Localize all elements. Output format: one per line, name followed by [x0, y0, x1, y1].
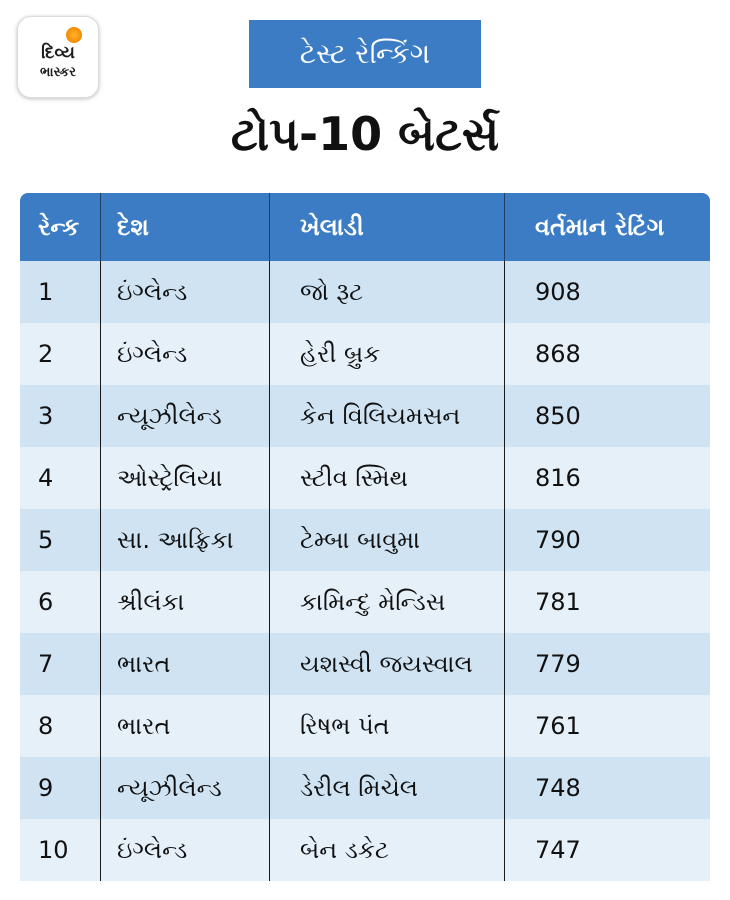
logo-line-1: દિવ્ય — [41, 43, 75, 63]
cell-country: ઇંગ્લેન્ડ — [101, 323, 270, 385]
table-row — [20, 571, 710, 633]
table-row — [20, 633, 710, 695]
cell-rating: 908 — [535, 278, 581, 306]
cell-player: જો રૂટ — [270, 261, 505, 323]
table-header — [20, 193, 710, 261]
cell-player: યશસ્વી જયસ્વાલ — [270, 633, 505, 695]
header-rank: રેન્ક — [20, 193, 101, 261]
table-row — [20, 819, 710, 881]
cell-country: ઓસ્ટ્રેલિયા — [101, 447, 270, 509]
table-row — [20, 509, 710, 571]
cell-country: સા. આફ્રિકા — [101, 509, 270, 571]
cell-country: ઇંગ્લેન્ડ — [101, 261, 270, 323]
cell-rating: 850 — [535, 402, 581, 430]
header-country: દેશ — [101, 193, 270, 261]
cell-rank: 7 — [20, 633, 101, 695]
cell-player: કામિન્દુ મેન્ડિસ — [270, 571, 505, 633]
ranking-table — [20, 193, 710, 881]
page-title: ટોપ-10 બેટર્સ — [230, 107, 500, 161]
section-badge: ટેસ્ટ રેન્કિંગ — [249, 20, 481, 88]
cell-rank: 3 — [20, 385, 101, 447]
header-player: ખેલાડી — [270, 193, 505, 261]
cell-country: ન્યૂઝીલેન્ડ — [101, 757, 270, 819]
table-row — [20, 385, 710, 447]
cell-country: શ્રીલંકા — [101, 571, 270, 633]
cell-rank: 2 — [20, 323, 101, 385]
cell-rating: 816 — [535, 464, 581, 492]
cell-country: ભારત — [101, 633, 270, 695]
cell-rank: 6 — [20, 571, 101, 633]
cell-country: ભારત — [101, 695, 270, 757]
cell-rating: 761 — [535, 712, 581, 740]
cell-player: ટેમ્બા બાવુમા — [270, 509, 505, 571]
cell-player: સ્ટીવ સ્મિથ — [270, 447, 505, 509]
cell-rank: 5 — [20, 509, 101, 571]
cell-rank: 1 — [20, 261, 101, 323]
cell-player: રિષભ પંત — [270, 695, 505, 757]
cell-rank: 8 — [20, 695, 101, 757]
cell-rating: 790 — [535, 526, 581, 554]
cell-rank: 9 — [20, 757, 101, 819]
cell-rank: 4 — [20, 447, 101, 509]
table-row — [20, 695, 710, 757]
cell-rating: 781 — [535, 588, 581, 616]
cell-player: કેન વિલિયમસન — [270, 385, 505, 447]
cell-rank: 10 — [20, 819, 101, 881]
cell-player: ડેરીલ મિચેલ — [270, 757, 505, 819]
sun-icon — [66, 27, 82, 43]
table-row — [20, 261, 710, 323]
cell-rating: 748 — [535, 774, 581, 802]
divya-bhaskar-logo — [17, 16, 99, 98]
cell-country: ઇંગ્લેન્ડ — [101, 819, 270, 881]
table-row — [20, 323, 710, 385]
cell-rating: 779 — [535, 650, 581, 678]
cell-player: હેરી બ્રુક — [270, 323, 505, 385]
cell-country: ન્યૂઝીલેન્ડ — [101, 385, 270, 447]
header-rating: વર્તમાન રેટિંગ — [535, 213, 665, 241]
logo-line-2: ભાસ્કર — [40, 65, 76, 80]
table-row — [20, 447, 710, 509]
cell-player: બેન ડકેટ — [270, 819, 505, 881]
table-row — [20, 757, 710, 819]
cell-rating: 747 — [535, 836, 581, 864]
cell-rating: 868 — [535, 340, 581, 368]
